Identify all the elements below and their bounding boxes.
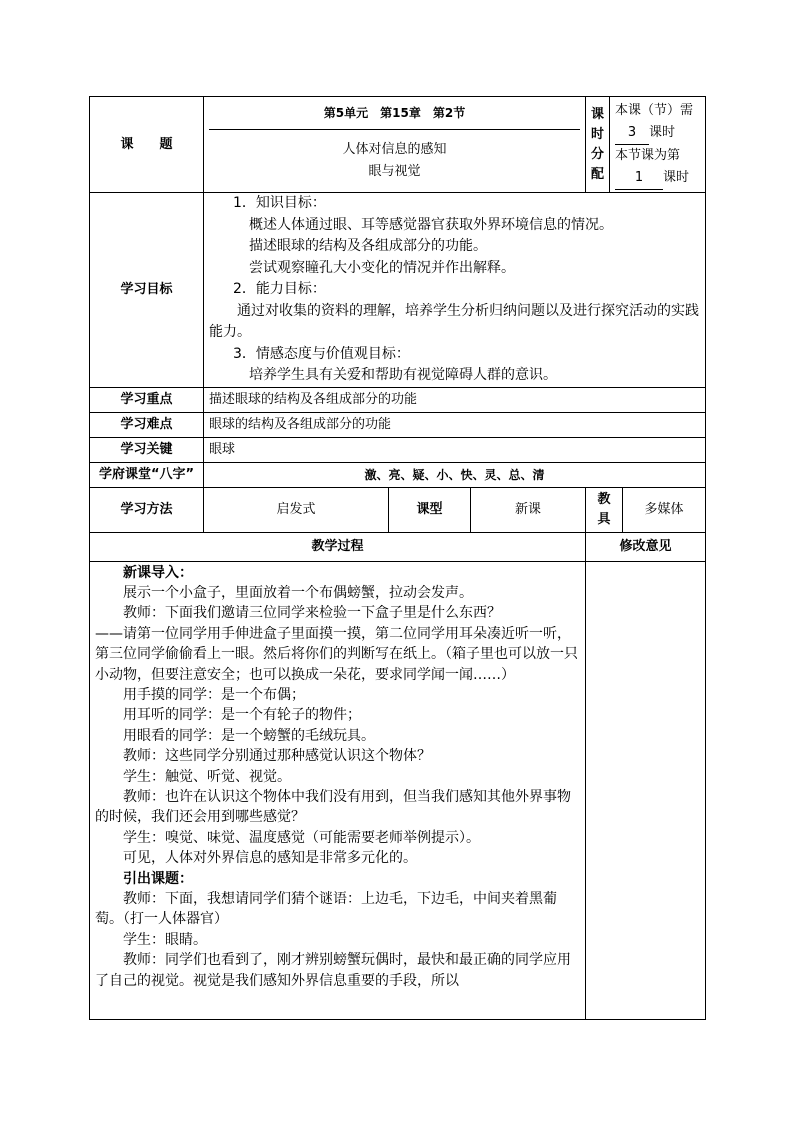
objective-line: 2．能力目标： — [233, 281, 326, 297]
lesson-line: 本节课为第1 课时 — [615, 145, 700, 190]
revise-cell — [586, 561, 706, 1019]
lesson-type-label: 课型 — [389, 487, 471, 532]
lesson-number: 1 — [615, 167, 663, 190]
section-heading: 引出课题： — [123, 870, 193, 887]
process-paragraph: 用耳听的同学：是一个有轮子的物件； — [123, 707, 361, 724]
objective-line: 1．知识目标： — [233, 195, 326, 211]
key-points-label: 学习重点 — [90, 387, 204, 412]
process-paragraph: 用手摸的同学：是一个布偶； — [123, 686, 305, 703]
title-line1: 人体对信息的感知 — [342, 141, 447, 157]
time-allocation-label: 课 时 分 配 — [586, 97, 610, 193]
course-label: 课 题 — [90, 97, 204, 193]
process-paragraph: 可见，人体对外界信息的感知是非常多元化的。 — [123, 850, 417, 867]
difficulty-value: 眼球的结构及各组成部分的功能 — [204, 412, 706, 437]
objective-line: 3．情感态度与价值观目标： — [233, 345, 410, 362]
process-paragraph: 用眼看的同学：是一个螃蟹的毛绒玩具。 — [123, 727, 375, 744]
method-label: 学习方法 — [90, 487, 204, 532]
process-paragraph: 教师：下面，我想请同学们猜个谜语：上边毛，下边毛，中间夹着黑葡萄。（打一人体器官） — [95, 891, 557, 928]
process-paragraph: 学生：触觉、听觉、视觉。 — [123, 768, 291, 785]
title-line2: 眼与视觉 — [368, 163, 421, 179]
process-paragraph: 教师：同学们也看到了，刚才辨别螃蟹玩偶时，最快和最正确的同学应用了自己的视觉。视觉是我们感知外界信息重要的手段，所以 — [95, 952, 571, 989]
time-allocation-cell — [610, 97, 706, 193]
objectives-cell — [204, 193, 706, 388]
process-paragraph: 展示一个小盒子，里面放着一个布偶螃蟹，拉动会发声。 — [123, 584, 473, 601]
process-content — [90, 561, 586, 1019]
key-value: 眼球 — [204, 437, 706, 462]
objectives-label: 学习目标 — [90, 193, 204, 388]
process-paragraph: 教师：这些同学分别通过那种感觉认识这个物体？ — [123, 748, 431, 765]
process-paragraph: ——请第一位同学用手伸进盒子里面摸一摸，第二位同学用耳朵凑近听一听，第三位同学偷偷看上一眼。然后将你们的判断写在纸上。（箱子里也可以放一只小动物，但要注意安全；也可以换成一朵花，要求同学闻一闻……） — [95, 625, 578, 683]
teaching-tools-label: 教 具 — [586, 487, 623, 532]
objective-line: 培养学生具有关爱和帮助有视觉障碍人群的意识。 — [249, 367, 557, 383]
objective-line: 描述眼球的结构及各组成部分的功能。 — [249, 238, 487, 254]
hours-total: 3 — [615, 122, 649, 145]
unit-line: 第5单元 第15章 第2节 — [209, 98, 580, 130]
process-paragraph: 教师：下面我们邀请三位同学来检验一下盒子里是什么东西？ — [123, 605, 501, 622]
objective-line: 概述人体通过眼、耳等感觉器官获取外界环境信息的情况。 — [249, 216, 613, 233]
key-label: 学习关键 — [90, 437, 204, 462]
lesson-type-value: 新课 — [471, 487, 586, 532]
revise-header: 修改意见 — [586, 532, 706, 561]
teaching-tools-value: 多媒体 — [623, 487, 706, 532]
objective-line: 尝试观察瞳孔大小变化的情况并作出解释。 — [249, 259, 515, 276]
process-paragraph: 学生：嗅觉、味觉、温度感觉（可能需要老师举例提示）。 — [123, 829, 480, 846]
section-heading: 新课导入： — [123, 564, 193, 581]
lesson-plan-table — [89, 96, 706, 1020]
eight-words-value: 激、亮、疑、小、快、灵、总、清 — [204, 462, 706, 487]
objective-line: 通过对收集的资料的理解，培养学生分析归纳问题以及进行探究活动的实践能力。 — [209, 302, 699, 340]
eight-words-label: 学府课堂“八字” — [90, 462, 204, 487]
process-paragraph: 教师：也许在认识这个物体中我们没有用到，但当我们感知其他外界事物的时候，我们还会用到哪些感觉？ — [95, 788, 571, 826]
course-title-cell — [204, 97, 586, 193]
process-header: 教学过程 — [90, 532, 586, 561]
method-value: 启发式 — [204, 487, 389, 532]
difficulty-label: 学习难点 — [90, 412, 204, 437]
hours-line: 本课（节）需3 课时 — [615, 100, 700, 145]
process-paragraph: 学生：眼睛。 — [123, 931, 207, 948]
key-points-value: 描述眼球的结构及各组成部分的功能 — [204, 387, 706, 412]
